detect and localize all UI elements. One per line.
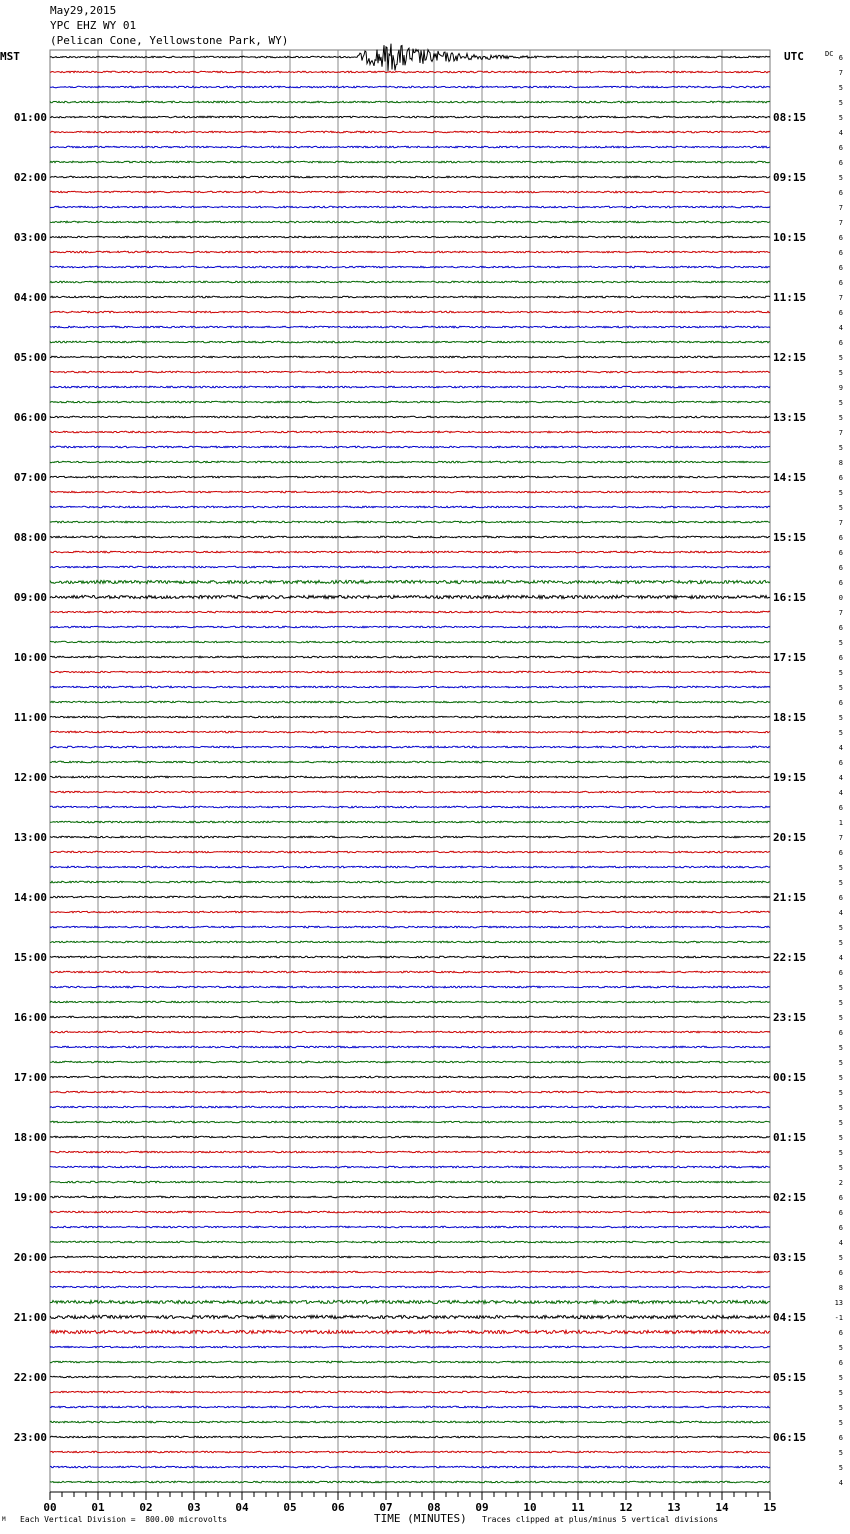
dc-offset-label: 7 [838, 519, 843, 527]
dc-offset-label: 5 [838, 669, 843, 677]
right-hour-label: 21:15 [773, 891, 807, 904]
dc-offset-label: 13 [834, 1299, 843, 1307]
dc-offset-label: 5 [838, 1059, 843, 1067]
dc-offset-label: 6 [838, 279, 843, 287]
trace-row-23 [50, 401, 770, 403]
trace-row-50 [50, 806, 770, 808]
dc-offset-label: 5 [838, 924, 843, 932]
dc-offset-label: 8 [838, 1284, 843, 1292]
trace-row-1 [50, 71, 770, 73]
right-hour-label: 15:15 [773, 531, 807, 544]
right-hour-label: 00:15 [773, 1071, 807, 1084]
dc-offset-label: 6 [838, 969, 843, 977]
dc-offset-label: 5 [838, 369, 843, 377]
trace-row-85 [50, 1330, 770, 1333]
trace-row-15 [50, 281, 770, 283]
left-hour-label: 18:00 [13, 1131, 47, 1144]
left-hour-label: 08:00 [13, 531, 47, 544]
trace-row-28 [50, 476, 770, 478]
dc-offset-label: 7 [838, 204, 843, 212]
dc-offset-label: 6 [838, 699, 843, 707]
dc-offset-label: 6 [838, 1209, 843, 1217]
trace-row-30 [50, 506, 770, 508]
trace-row-38 [50, 626, 770, 628]
dc-offset-label: 6 [838, 564, 843, 572]
trace-row-58 [50, 926, 770, 928]
right-hour-label: 16:15 [773, 591, 807, 604]
right-hour-label: 11:15 [773, 291, 807, 304]
left-hour-label: 03:00 [13, 231, 47, 244]
trace-row-59 [50, 941, 770, 943]
dc-offset-label: 5 [838, 639, 843, 647]
trace-row-10 [50, 206, 770, 208]
dc-offset-label: 6 [838, 474, 843, 482]
trace-row-80 [50, 1256, 770, 1258]
trace-row-21 [50, 371, 770, 373]
dc-offset-label: 6 [838, 234, 843, 242]
x-tick-label: 00 [43, 1501, 57, 1514]
dc-offset-label: 6 [838, 249, 843, 257]
right-hour-label: 22:15 [773, 951, 807, 964]
trace-row-62 [50, 986, 770, 988]
header-location: (Pelican Cone, Yellowstone Park, WY) [50, 34, 289, 47]
x-tick-label: 09 [475, 1501, 489, 1514]
x-tick-label: 06 [331, 1501, 345, 1514]
trace-row-95 [50, 1481, 770, 1483]
dc-offset-label: 5 [838, 1389, 843, 1397]
trace-row-8 [50, 176, 770, 178]
dc-offset-label: 5 [838, 984, 843, 992]
trace-row-64 [50, 1016, 770, 1018]
dc-offset-label: 5 [838, 414, 843, 422]
dc-offset-label: 7 [838, 69, 843, 77]
dc-offset-label: 5 [838, 1119, 843, 1127]
trace-row-55 [50, 881, 770, 883]
dc-offset-label: 6 [838, 804, 843, 812]
trace-row-66 [50, 1046, 770, 1048]
dc-label: DC [825, 50, 834, 58]
right-zone-label: UTC [784, 50, 804, 63]
trace-row-51 [50, 821, 770, 823]
left-hour-label: 19:00 [13, 1191, 47, 1204]
trace-row-81 [50, 1271, 770, 1273]
right-hour-label: 20:15 [773, 831, 807, 844]
dc-offset-label: 6 [838, 579, 843, 587]
trace-row-74 [50, 1166, 770, 1168]
x-axis-title: TIME (MINUTES) [374, 1512, 467, 1525]
clip-note: Traces clipped at plus/minus 5 vertical divisions [482, 1515, 719, 1524]
trace-row-90 [50, 1406, 770, 1408]
dc-offset-label: 2 [838, 1179, 843, 1187]
dc-offset-label: 5 [838, 444, 843, 452]
trace-row-45 [50, 731, 770, 733]
trace-row-4 [50, 116, 770, 118]
dc-offset-label: 5 [838, 1344, 843, 1352]
trace-row-3 [50, 101, 770, 103]
trace-row-32 [50, 536, 770, 538]
trace-row-2 [50, 86, 770, 88]
right-hour-label: 23:15 [773, 1011, 807, 1024]
trace-row-5 [50, 131, 770, 133]
trace-row-0 [50, 44, 770, 71]
trace-row-69 [50, 1091, 770, 1093]
x-tick-label: 03 [187, 1501, 201, 1514]
dc-offset-label: 6 [838, 264, 843, 272]
trace-row-19 [50, 341, 770, 343]
dc-offset-label: 6 [838, 144, 843, 152]
trace-row-67 [50, 1061, 770, 1063]
left-hour-label: 05:00 [13, 351, 47, 364]
left-hour-label: 14:00 [13, 891, 47, 904]
trace-row-7 [50, 161, 770, 163]
trace-row-40 [50, 656, 770, 658]
dc-offset-label: 5 [838, 1134, 843, 1142]
dc-offset-label: 7 [838, 834, 843, 842]
dc-offset-label: 4 [838, 774, 843, 782]
dc-offset-label: 6 [838, 549, 843, 557]
dc-offset-label: 5 [838, 489, 843, 497]
dc-offset-label: 5 [838, 939, 843, 947]
dc-offset-label: -1 [834, 1314, 843, 1322]
right-hour-label: 19:15 [773, 771, 807, 784]
trace-row-36 [50, 595, 770, 598]
trace-row-43 [50, 701, 770, 703]
left-hour-label: 20:00 [13, 1251, 47, 1264]
left-hour-label: 11:00 [13, 711, 47, 724]
trace-row-14 [50, 266, 770, 268]
dc-offset-label: 6 [838, 1029, 843, 1037]
trace-row-12 [50, 236, 770, 238]
dc-offset-label: 4 [838, 324, 843, 332]
dc-offset-label: 5 [838, 1464, 843, 1472]
x-tick-label: 14 [715, 1501, 729, 1514]
left-hour-label: 22:00 [13, 1371, 47, 1384]
trace-row-75 [50, 1181, 770, 1183]
trace-row-37 [50, 611, 770, 613]
left-hour-label: 23:00 [13, 1431, 47, 1444]
trace-row-6 [50, 146, 770, 148]
corner-mark: M [2, 1516, 6, 1523]
dc-offset-label: 5 [838, 1089, 843, 1097]
dc-offset-label: 1 [838, 819, 843, 827]
dc-offset-label: 0 [838, 594, 843, 602]
dc-offset-label: 5 [838, 399, 843, 407]
trace-row-13 [50, 251, 770, 253]
trace-row-72 [50, 1136, 770, 1138]
trace-row-60 [50, 956, 770, 958]
dc-offset-label: 5 [838, 1014, 843, 1022]
x-tick-label: 11 [571, 1501, 585, 1514]
dc-offset-label: 6 [838, 849, 843, 857]
x-tick-label: 13 [667, 1501, 681, 1514]
dc-offset-label: 5 [838, 1374, 843, 1382]
trace-row-47 [50, 761, 770, 763]
dc-offset-label: 5 [838, 114, 843, 122]
right-hour-label: 04:15 [773, 1311, 807, 1324]
dc-offset-label: 6 [838, 654, 843, 662]
trace-row-56 [50, 896, 770, 898]
trace-row-88 [50, 1376, 770, 1378]
dc-offset-label: 6 [838, 1224, 843, 1232]
trace-row-44 [50, 716, 770, 718]
trace-row-52 [50, 836, 770, 838]
dc-offset-label: 5 [838, 1104, 843, 1112]
trace-row-31 [50, 521, 770, 523]
scale-note: Each Vertical Division = 800.00 microvolts [20, 1515, 228, 1524]
dc-offset-label: 5 [838, 999, 843, 1007]
trace-row-83 [50, 1300, 770, 1303]
dc-offset-label: 8 [838, 459, 843, 467]
trace-row-24 [50, 416, 770, 418]
trace-row-9 [50, 191, 770, 193]
dc-offset-label: 7 [838, 294, 843, 302]
right-hour-label: 01:15 [773, 1131, 807, 1144]
trace-row-65 [50, 1031, 770, 1033]
dc-offset-label: 6 [838, 159, 843, 167]
dc-offset-label: 6 [838, 309, 843, 317]
right-hour-label: 03:15 [773, 1251, 807, 1264]
dc-offset-label: 5 [838, 1164, 843, 1172]
dc-offset-label: 5 [838, 99, 843, 107]
dc-offset-label: 5 [838, 879, 843, 887]
x-tick-label: 04 [235, 1501, 249, 1514]
dc-offset-label: 5 [838, 1074, 843, 1082]
left-hour-label: 17:00 [13, 1071, 47, 1084]
trace-row-48 [50, 776, 770, 778]
trace-row-91 [50, 1421, 770, 1423]
grid [50, 50, 770, 1492]
trace-row-57 [50, 911, 770, 913]
trace-row-73 [50, 1151, 770, 1153]
dc-offset-label: 5 [838, 354, 843, 362]
trace-row-39 [50, 641, 770, 643]
trace-row-22 [50, 386, 770, 388]
trace-row-86 [50, 1346, 770, 1348]
x-tick-label: 07 [379, 1501, 393, 1514]
traces [50, 44, 770, 1483]
trace-row-20 [50, 356, 770, 358]
trace-row-34 [50, 566, 770, 568]
left-hour-label: 06:00 [13, 411, 47, 424]
dc-offset-label: 6 [838, 534, 843, 542]
dc-offset-label: 7 [838, 429, 843, 437]
trace-row-18 [50, 326, 770, 328]
dc-offset-label: 4 [838, 1479, 843, 1487]
dc-offset-label: 4 [838, 789, 843, 797]
trace-row-70 [50, 1106, 770, 1108]
trace-row-76 [50, 1196, 770, 1198]
trace-row-79 [50, 1241, 770, 1243]
dc-offset-label: 5 [838, 84, 843, 92]
dc-offset-label: 6 [838, 759, 843, 767]
trace-row-46 [50, 746, 770, 748]
trace-row-11 [50, 221, 770, 223]
left-hour-label: 12:00 [13, 771, 47, 784]
right-hour-label: 14:15 [773, 471, 807, 484]
dc-offset-label: 5 [838, 729, 843, 737]
trace-row-53 [50, 851, 770, 853]
dc-offset-label: 5 [838, 1149, 843, 1157]
right-hour-label: 12:15 [773, 351, 807, 364]
trace-row-92 [50, 1436, 770, 1438]
left-hour-label: 02:00 [13, 171, 47, 184]
trace-row-35 [50, 580, 770, 583]
right-hour-label: 08:15 [773, 111, 807, 124]
trace-row-89 [50, 1391, 770, 1393]
dc-offset-label: 5 [838, 1044, 843, 1052]
dc-offset-label: 5 [838, 504, 843, 512]
left-hour-label: 04:00 [13, 291, 47, 304]
header-date: May29,2015 [50, 4, 117, 17]
dc-offset-label: 4 [838, 129, 843, 137]
header-station: YPC EHZ WY 01 [50, 19, 137, 32]
trace-row-63 [50, 1001, 770, 1003]
trace-row-71 [50, 1121, 770, 1123]
dc-offset-label: 6 [838, 1329, 843, 1337]
trace-row-54 [50, 866, 770, 868]
trace-row-33 [50, 551, 770, 553]
trace-row-17 [50, 311, 770, 313]
dc-offset-label: 4 [838, 744, 843, 752]
trace-row-93 [50, 1451, 770, 1453]
dc-offset-label: 5 [838, 1419, 843, 1427]
dc-offset-label: 6 [838, 1194, 843, 1202]
dc-offset-label: 5 [838, 864, 843, 872]
dc-offset-label: 5 [838, 1404, 843, 1412]
dc-offset-label: 7 [838, 609, 843, 617]
trace-row-26 [50, 446, 770, 448]
left-hour-label: 07:00 [13, 471, 47, 484]
dc-offset-label: 5 [838, 714, 843, 722]
dc-offset-label: 6 [838, 339, 843, 347]
right-hour-label: 02:15 [773, 1191, 807, 1204]
trace-row-42 [50, 686, 770, 688]
dc-offset-label: 6 [838, 894, 843, 902]
right-hour-label: 09:15 [773, 171, 807, 184]
right-hour-label: 05:15 [773, 1371, 807, 1384]
right-hour-label: 06:15 [773, 1431, 807, 1444]
plot-frame [50, 50, 770, 1492]
x-tick-label: 01 [91, 1501, 105, 1514]
trace-row-87 [50, 1361, 770, 1363]
x-tick-label: 15 [763, 1501, 777, 1514]
dc-offset-label: 5 [838, 174, 843, 182]
trace-row-16 [50, 296, 770, 298]
right-hour-label: 10:15 [773, 231, 807, 244]
trace-row-77 [50, 1211, 770, 1213]
trace-row-82 [50, 1286, 770, 1288]
left-hour-label: 01:00 [13, 111, 47, 124]
dc-offset-label: 4 [838, 909, 843, 917]
trace-row-78 [50, 1226, 770, 1228]
trace-row-94 [50, 1466, 770, 1468]
left-hour-label: 15:00 [13, 951, 47, 964]
dc-offset-label: 6 [838, 189, 843, 197]
dc-offset-label: 4 [838, 1239, 843, 1247]
trace-row-41 [50, 671, 770, 673]
x-tick-label: 08 [427, 1501, 441, 1514]
right-hour-label: 13:15 [773, 411, 807, 424]
x-tick-label: 12 [619, 1501, 633, 1514]
x-tick-label: 05 [283, 1501, 297, 1514]
dc-offset-label: 6 [838, 1359, 843, 1367]
x-tick-label: 10 [523, 1501, 537, 1514]
trace-row-68 [50, 1076, 770, 1078]
trace-row-84 [50, 1315, 770, 1318]
dc-offset-label: 6 [838, 624, 843, 632]
left-hour-label: 09:00 [13, 591, 47, 604]
left-hour-label: 16:00 [13, 1011, 47, 1024]
trace-row-25 [50, 431, 770, 433]
left-hour-label: 13:00 [13, 831, 47, 844]
dc-offset-label: 5 [838, 1254, 843, 1262]
trace-row-61 [50, 971, 770, 973]
dc-offset-label: 6 [838, 1269, 843, 1277]
left-zone-label: MST [0, 50, 20, 63]
dc-offset-label: 7 [838, 219, 843, 227]
right-hour-label: 18:15 [773, 711, 807, 724]
x-axis [43, 1492, 776, 1514]
dc-offset-label: 6 [838, 54, 843, 62]
x-tick-label: 02 [139, 1501, 153, 1514]
trace-row-49 [50, 791, 770, 793]
dc-offset-label: 5 [838, 1449, 843, 1457]
dc-offset-label: 5 [838, 684, 843, 692]
right-hour-label: 17:15 [773, 651, 807, 664]
dc-offset-label: 4 [838, 954, 843, 962]
left-hour-label: 10:00 [13, 651, 47, 664]
trace-row-27 [50, 461, 770, 463]
left-hour-label: 21:00 [13, 1311, 47, 1324]
dc-offset-label: 6 [838, 1434, 843, 1442]
dc-offset-label: 9 [838, 384, 843, 392]
trace-row-29 [50, 491, 770, 493]
